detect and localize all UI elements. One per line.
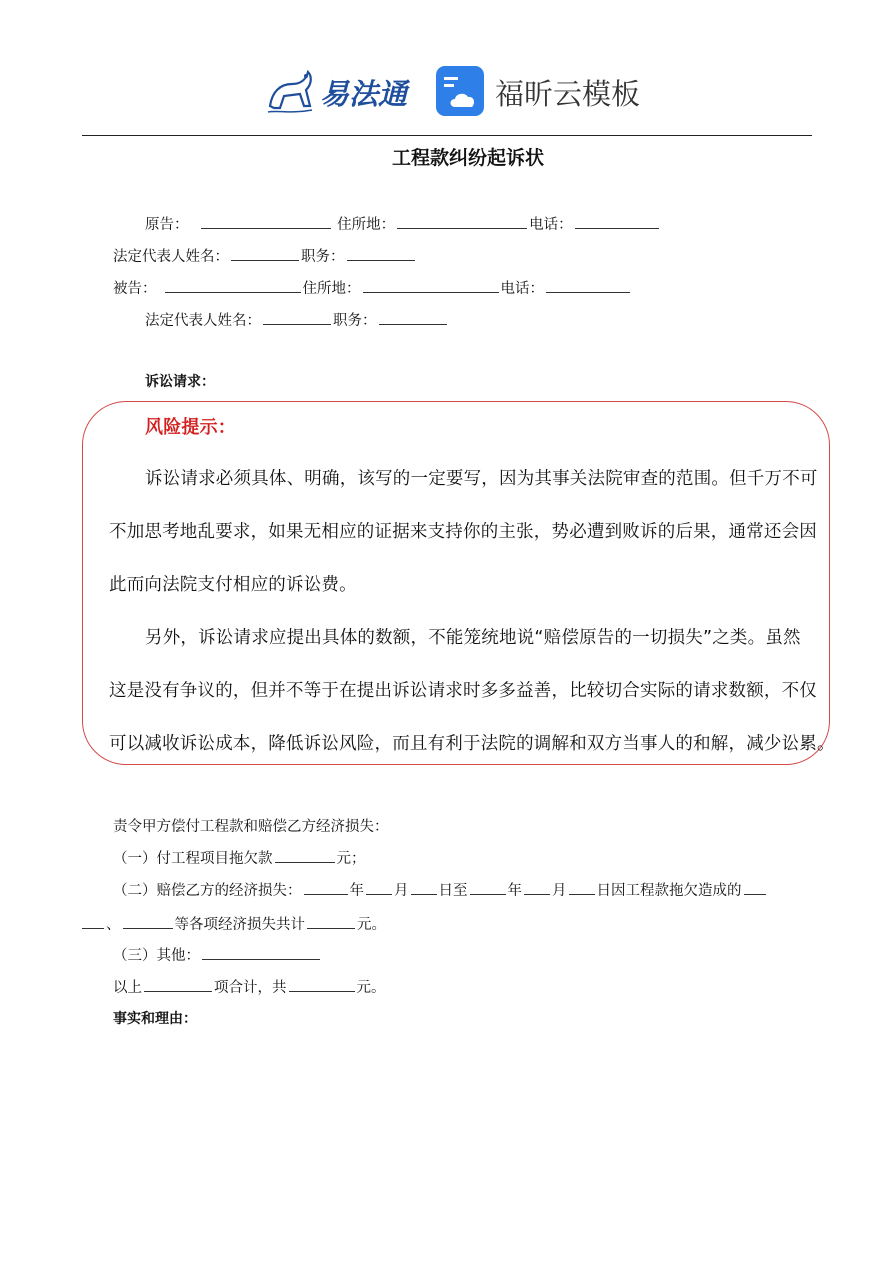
header-divider — [82, 135, 812, 136]
total-prefix: 以上 — [113, 980, 142, 996]
total-line — [113, 976, 386, 997]
total-mid: 项合计，共 — [214, 980, 287, 996]
item2-text: （二）赔偿乙方的经济损失： — [113, 883, 302, 899]
residence-label: 住所地： — [337, 217, 396, 233]
item2-cont-tail: 等各项经济损失共计 — [174, 917, 305, 933]
plaintiff-line — [145, 213, 661, 234]
risk-line: 不加思考地乱要求，如果无相应的证据来支持你的主张，势必遭到败诉的后果，通常还会因 — [109, 522, 817, 542]
logo-yifatong: 易法通 — [320, 77, 408, 111]
month-text: 月 — [394, 883, 409, 899]
total-end: 元。 — [356, 980, 386, 996]
year-text: 年 — [349, 883, 364, 899]
demand-item-1 — [113, 847, 366, 868]
yuan-end-text: 元。 — [357, 917, 386, 933]
position-label: 职务： — [301, 249, 345, 265]
defendant-label: 被告： — [113, 281, 157, 297]
phone-label: 电话： — [529, 217, 573, 233]
risk-line: 这是没有争议的，但并不等于在提出诉讼请求时多多益善，比较切合实际的请求数额，不仅 — [109, 681, 817, 701]
yuan-text: 元； — [336, 851, 366, 867]
item1-text: （一）付工程项目拖欠款 — [113, 851, 273, 867]
defendant-rep-line — [145, 309, 449, 330]
demand-intro: 责令甲方偿付工程款和赔偿乙方经济损失： — [113, 819, 389, 835]
position-label: 职务： — [333, 313, 377, 329]
risk-line: 此而向法院支付相应的诉讼费。 — [109, 575, 357, 595]
demand-item-2-cont — [82, 913, 386, 934]
logo-fuxin: 福昕云模板 — [495, 77, 641, 111]
legal-rep-label: 法定代表人姓名： — [113, 249, 229, 265]
cloud-document-icon — [435, 65, 485, 117]
item3-text: （三）其他： — [113, 948, 200, 964]
document-title: 工程款纠纷起诉状 — [391, 147, 544, 169]
comma-text: 、 — [106, 917, 121, 933]
risk-line: 另外，诉讼请求应提出具体的数额，不能笼统地说“赔偿原告的一切损失”之类。虽然 — [145, 628, 801, 648]
year-text: 年 — [507, 883, 522, 899]
demand-item-2 — [113, 879, 768, 900]
item2-tail: 日因工程款拖欠造成的 — [596, 883, 742, 899]
month-text: 月 — [552, 883, 567, 899]
facts-heading: 事实和理由： — [113, 1011, 197, 1027]
plaintiff-rep-line — [113, 245, 417, 266]
day-to-text: 日至 — [438, 883, 468, 899]
claims-heading: 诉讼请求： — [145, 374, 215, 390]
risk-line: 诉讼请求必须具体、明确，该写的一定要写，因为其事关法院审查的范围。但千万不可 — [145, 469, 818, 489]
risk-title: 风险提示： — [145, 417, 236, 438]
demand-item-3 — [113, 944, 322, 965]
kirin-icon — [262, 62, 318, 118]
defendant-line — [113, 277, 632, 298]
legal-rep-label: 法定代表人姓名： — [145, 313, 261, 329]
risk-line: 可以减收诉讼成本，降低诉讼风险，而且有利于法院的调解和双方当事人的和解，减少讼累。 — [109, 734, 835, 754]
phone-label: 电话： — [500, 281, 544, 297]
plaintiff-label: 原告： — [145, 217, 189, 233]
residence-label: 住所地： — [302, 281, 361, 297]
